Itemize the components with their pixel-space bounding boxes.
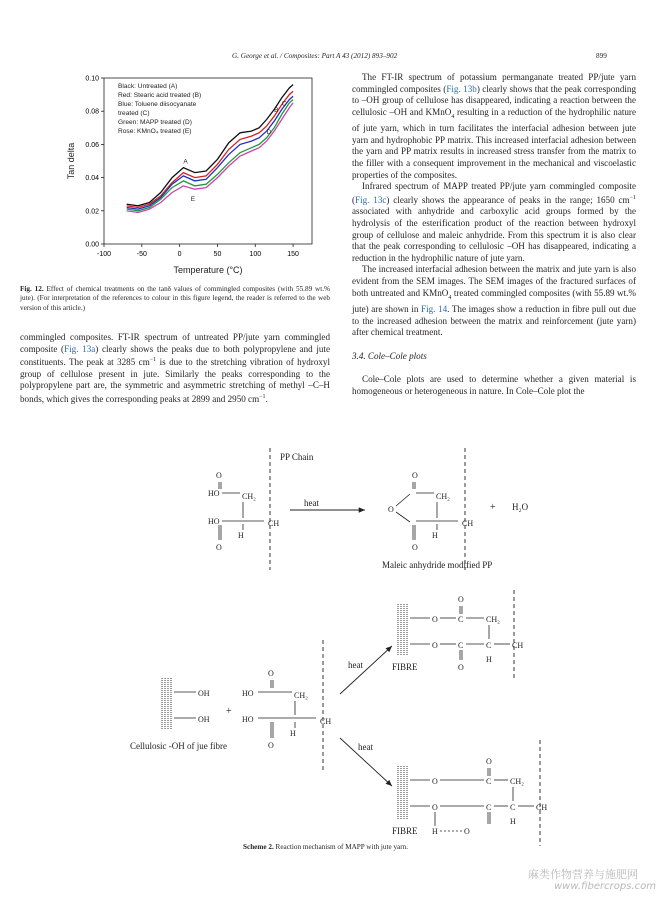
cellulose-fibre [162,678,210,730]
scheme-caption-text: Reaction mechanism of MAPP with jute yarn. [273,843,409,851]
maleic-anhydride-product [388,471,473,552]
svg-text:CH: CH [536,803,548,812]
svg-text:C: C [486,641,492,650]
y-tick-label: 0.04 [85,175,99,183]
y-tick-label: 0.06 [85,141,99,149]
plus-sign-top: + [490,502,496,513]
watermark-cn: 麻类作物营养与施肥网 [528,868,638,881]
scheme-caption [243,843,408,851]
y-tick-label: 0.10 [85,75,99,83]
heat-label-top: heat [304,498,319,508]
svg-text:O: O [432,803,438,812]
water-label: H₂O [512,502,529,512]
legend-entry-green: Green: MAPP treated (D) [118,119,192,126]
curve-label-A: A [183,158,188,166]
svg-text:CH₂: CH₂ [294,691,308,700]
fig-13a-link[interactable]: Fig. 13a [64,343,96,354]
watermark-url: www.fibercrops.com [554,881,656,892]
svg-text:C: C [486,803,492,812]
svg-text:O: O [464,827,470,836]
svg-text:CH: CH [462,519,474,528]
svg-text:O: O [432,615,438,624]
x-tick-label: -50 [136,251,147,258]
svg-text:O: O [216,543,222,552]
x-tick-label: -100 [96,251,112,258]
reaction-scheme [0,440,672,860]
svg-text:O: O [268,741,274,750]
curve-label-B: B [274,107,279,115]
heat-label-down: heat [358,742,373,752]
y-axis-label: Tan delta [66,142,76,180]
paragraph-sem: The increased interfacial adhesion between the matrix and jute yarn is also evident from the SEM images. The SEM images of the fractured surfaces of both untreated and KMnO$_4$ treated commingled composites (with 55.89 wt.% jute) are shown in Fig. 14. The images show a reduction in fibre pull out due to the increased adhesion between the matrix and reinforcement (jute yarn) after chemical treatment. [352,264,636,338]
svg-text:OH: OH [198,689,210,698]
svg-text:C: C [486,777,492,786]
fibre-label-lower: FIBRE [392,826,418,836]
svg-text:H: H [432,827,438,836]
svg-text:CH₂: CH₂ [486,615,500,624]
curve-label-D: D [266,128,272,136]
svg-text:CH: CH [512,641,524,650]
tan-delta-chart [56,68,324,280]
figure-caption-text: Effect of chemical treatments on the tanδ values of commingled composites (with 55.89 wt.% jute). (For interpretation of the references to colour in this figure legend, the reader is referred to the web version of this article.) [20,285,330,312]
running-header: G. George et al. / Composites: Part A 43 (2012) 893–902 [232,52,398,60]
cellulosic-label: Cellulosic -OH of jue fibre [130,741,227,751]
svg-text:H: H [238,531,244,540]
svg-text:HO: HO [242,689,254,698]
y-tick-label: 0.08 [85,108,99,116]
maleic-anhydride-reactant [208,471,279,552]
svg-text:O: O [412,543,418,552]
svg-text:C: C [458,615,464,624]
series-line-C [127,96,293,209]
svg-text:H: H [486,655,492,664]
figure-caption [20,285,330,313]
svg-text:O: O [458,663,464,672]
maleic-label: Maleic anhydride modified PP [382,560,493,570]
fig-13b-link[interactable]: Fig. 13b [446,83,477,94]
svg-text:OH: OH [198,715,210,724]
svg-text:HO: HO [242,715,254,724]
page-number: 899 [596,52,607,60]
svg-text:H: H [290,729,296,738]
heat-arrow-up [340,646,392,694]
legend-entry-blue: Blue: Toluene diisocyanate [118,101,197,108]
x-tick-label: 50 [213,251,222,258]
curve-label-E: E [190,196,196,204]
svg-text:H: H [432,531,438,540]
svg-text:O: O [486,757,492,766]
legend-entry-rose: Rose: KMnO₄ treated (E) [118,128,192,135]
section-heading: 3.4. Cole–Cole plots [352,350,427,361]
series-line-B [127,91,293,207]
svg-text:O: O [458,595,464,604]
fibre-label-upper: FIBRE [392,662,418,672]
series-line-D [127,100,293,211]
svg-text:CH₂: CH₂ [436,492,450,501]
svg-text:O: O [432,641,438,650]
svg-text:O: O [268,669,274,678]
legend-entry-black: Black: Untreated (A) [118,83,178,90]
paragraph-mapp: Infrared spectrum of MAPP treated PP/jute yarn commingled composite (Fig. 13c) clearly shows the appearance of peaks in the range; 1650 $cm^{-1}$ associated with anhydride and carboxylic acid groups formed by the hydrolysis of the esterification product of the reaction between hydroxyl group of cellulose and maleic anhydride. From this spectrum it is also clear that the peak corresponding to cellulosic –OH has disappeared, indicating a reduction in the hydrophilic nature of jute yarn. [352,181,636,263]
x-tick-label: 0 [177,251,182,258]
x-tick-label: 150 [287,251,299,258]
svg-text:C: C [510,803,516,812]
svg-text:H: H [510,817,516,826]
legend-entry-blue-cont: treated (C) [118,110,150,117]
svg-text:CH: CH [320,717,332,726]
svg-text:O: O [216,471,222,480]
svg-text:CH: CH [268,519,280,528]
svg-text:O: O [412,471,418,480]
x-axis-label: Temperature (°C) [173,265,243,275]
pp-chain-label: PP Chain [280,452,314,462]
product-monoester [398,595,523,672]
svg-text:HO: HO [208,517,220,526]
y-tick-label: 0.02 [85,208,99,216]
svg-text:O: O [432,777,438,786]
curve-label-C: C [281,100,287,108]
svg-text:HO: HO [208,489,220,498]
fig-14-link[interactable]: Fig. 14 [421,303,448,314]
paragraph-cole-cole: Cole–Cole plots are used to determine whether a given material is homogeneous or heterogeneous in nature. In Cole–Cole plot the [352,374,636,396]
figure-caption-label: Fig. 12. [20,285,44,293]
svg-text:CH₂: CH₂ [510,777,524,786]
svg-text:CH₂: CH₂ [242,492,256,501]
fig-13c-link[interactable]: Fig. 13c [355,194,387,205]
maleic-reagent [242,669,331,750]
x-tick-label: 100 [249,251,262,258]
product-diester [398,757,547,836]
y-tick-label: 0.00 [85,241,99,249]
plus-sign-bottom: + [226,706,232,717]
scheme-caption-label: Scheme 2. [243,843,274,851]
svg-text:C: C [458,641,464,650]
legend-entry-red: Red: Stearic acid treated (B) [118,92,202,99]
heat-label-up: heat [348,660,363,670]
right-column [352,72,636,398]
left-column-paragraph: commingled composites. FT-IR spectrum of untreated PP/jute yarn commingled composite (Fig. 13a) clearly shows the peaks due to both polypropylene and jute constituents. The peak at 3285 $cm^{-1}$ is due to the stretching vibration of hydroxyl group of cellulose present in jute. Similarly the peaks corresponding to the polypropylene part are, the symmetric and asymmetric stretching of methyl –C–H bonds, which gives the corresponding peaks at 2899 and 2950 $cm^{-1}$. [20,332,330,405]
paragraph-ftir-kmno4: The FT-IR spectrum of potassium permanganate treated PP/jute yarn commingled composites (Fig. 13b) clearly shows that the peak corresponding to –OH group of cellulose has disappeared, indicating a reaction between the cellulosic –OH and KMnO$_4$ resulting in a reduction of the hydrophilic nature of jute yarn, which in turn facilitates the interfacial adhesion between jute yarn and hydrophobic PP matrix. This increased interfacial adhesion between the yarn and PP matrix results in increased stress transfer from the matrix to the filler with a consequent improvement in the mechanical and viscoelastic properties of the composites. [352,72,636,180]
svg-text:O: O [388,505,394,514]
